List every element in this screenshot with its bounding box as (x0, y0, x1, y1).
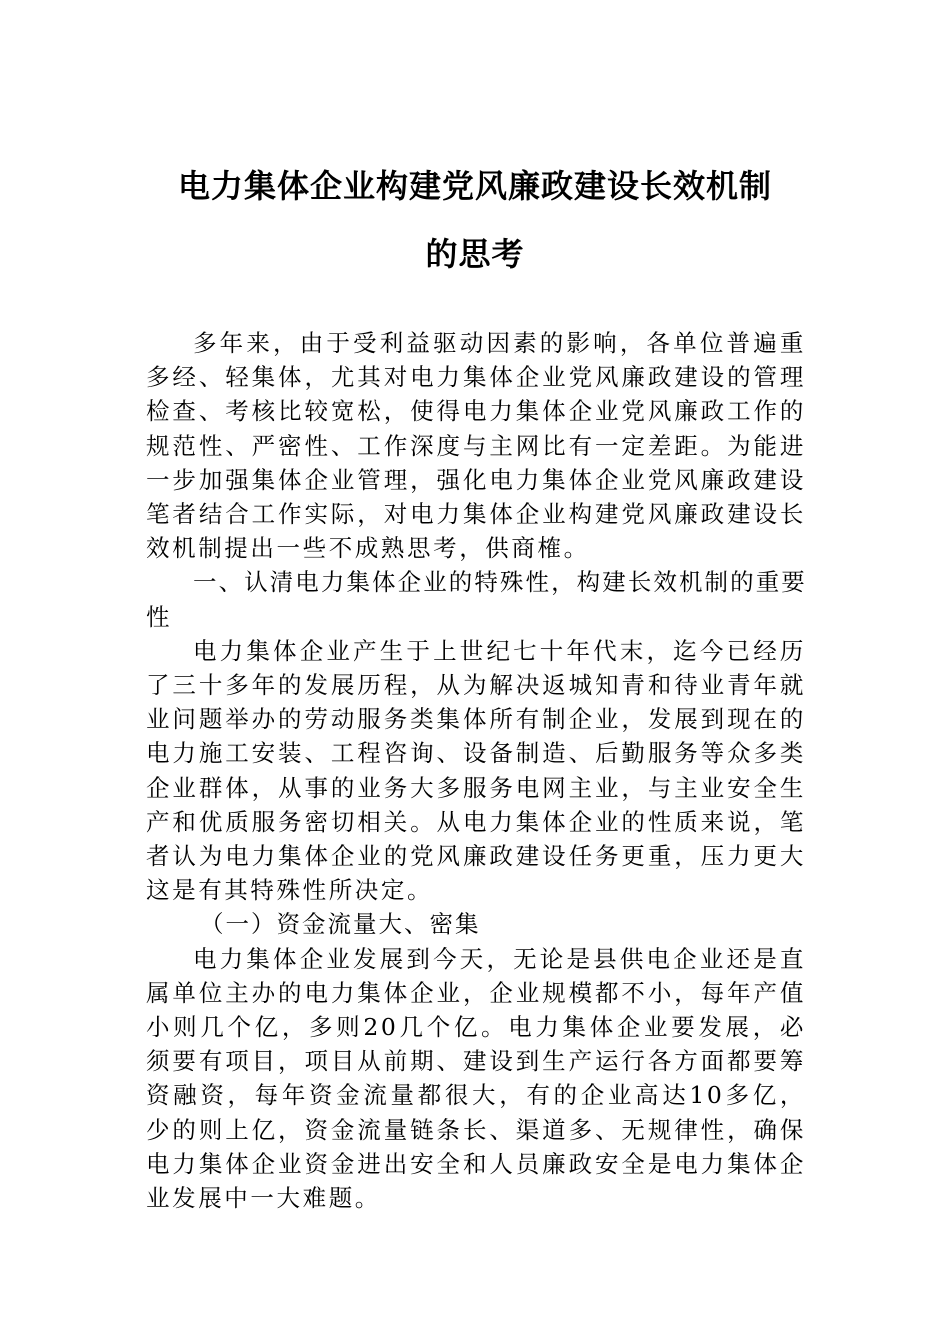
document-title-line-1: 电力集体企业构建党风廉政建设长效机制 (177, 167, 772, 205)
document-title-line-2: 的思考 (425, 235, 525, 273)
section-heading-1: 一、认清电力集体企业的特殊性，构建长效机制的重要性 (146, 568, 806, 631)
intro-paragraph: 多年来，由于受利益驱动因素的影响，各单位普遍重多经、轻集体，尤其对电力集体企业党风廉政建设的管理检查、考核比较宽松，使得电力集体企业党风廉政工作的规范性、严密性、工作深度与主网比有一定差距。为能进一步加强集体企业管理，强化电力集体企业党风廉政建设笔者结合工作实际，对电力集体企业构建党风廉政建设长效机制提出一些不成熟思考，供商榷。 (146, 329, 806, 563)
section-1-paragraph: 电力集体企业产生于上世纪七十年代末，迄今已经历了三十多年的发展历程，从为解决返城知青和待业青年就业问题举办的劳动服务类集体所有制企业，发展到现在的电力施工安装、工程咨询、设备制造、后勤服务等众多类企业群体，从事的业务大多服务电网主业，与主业安全生产和优质服务密切相关。从电力集体企业的性质来说，笔者认为电力集体企业的党风廉政建设任务更重，压力更大这是有其特殊性所决定。 (146, 636, 806, 905)
subsection-1-paragraph: 电力集体企业发展到今天，无论是县供电企业还是直属单位主办的电力集体企业，企业规模都不小，每年产值小则几个亿，多则20几个亿。电力集体企业要发展，必须要有项目，项目从前期、建设到生产运行各方面都要筹资融资，每年资金流量都很大，有的企业高达10多亿，少的则上亿，资金流量链条长、渠道多、无规律性，确保电力集体企业资金进出安全和人员廉政安全是电力集体企业发展中一大难题。 (146, 944, 806, 1213)
subsection-heading-1: （一）资金流量大、密集 (200, 910, 481, 939)
document-body (146, 326, 806, 1215)
